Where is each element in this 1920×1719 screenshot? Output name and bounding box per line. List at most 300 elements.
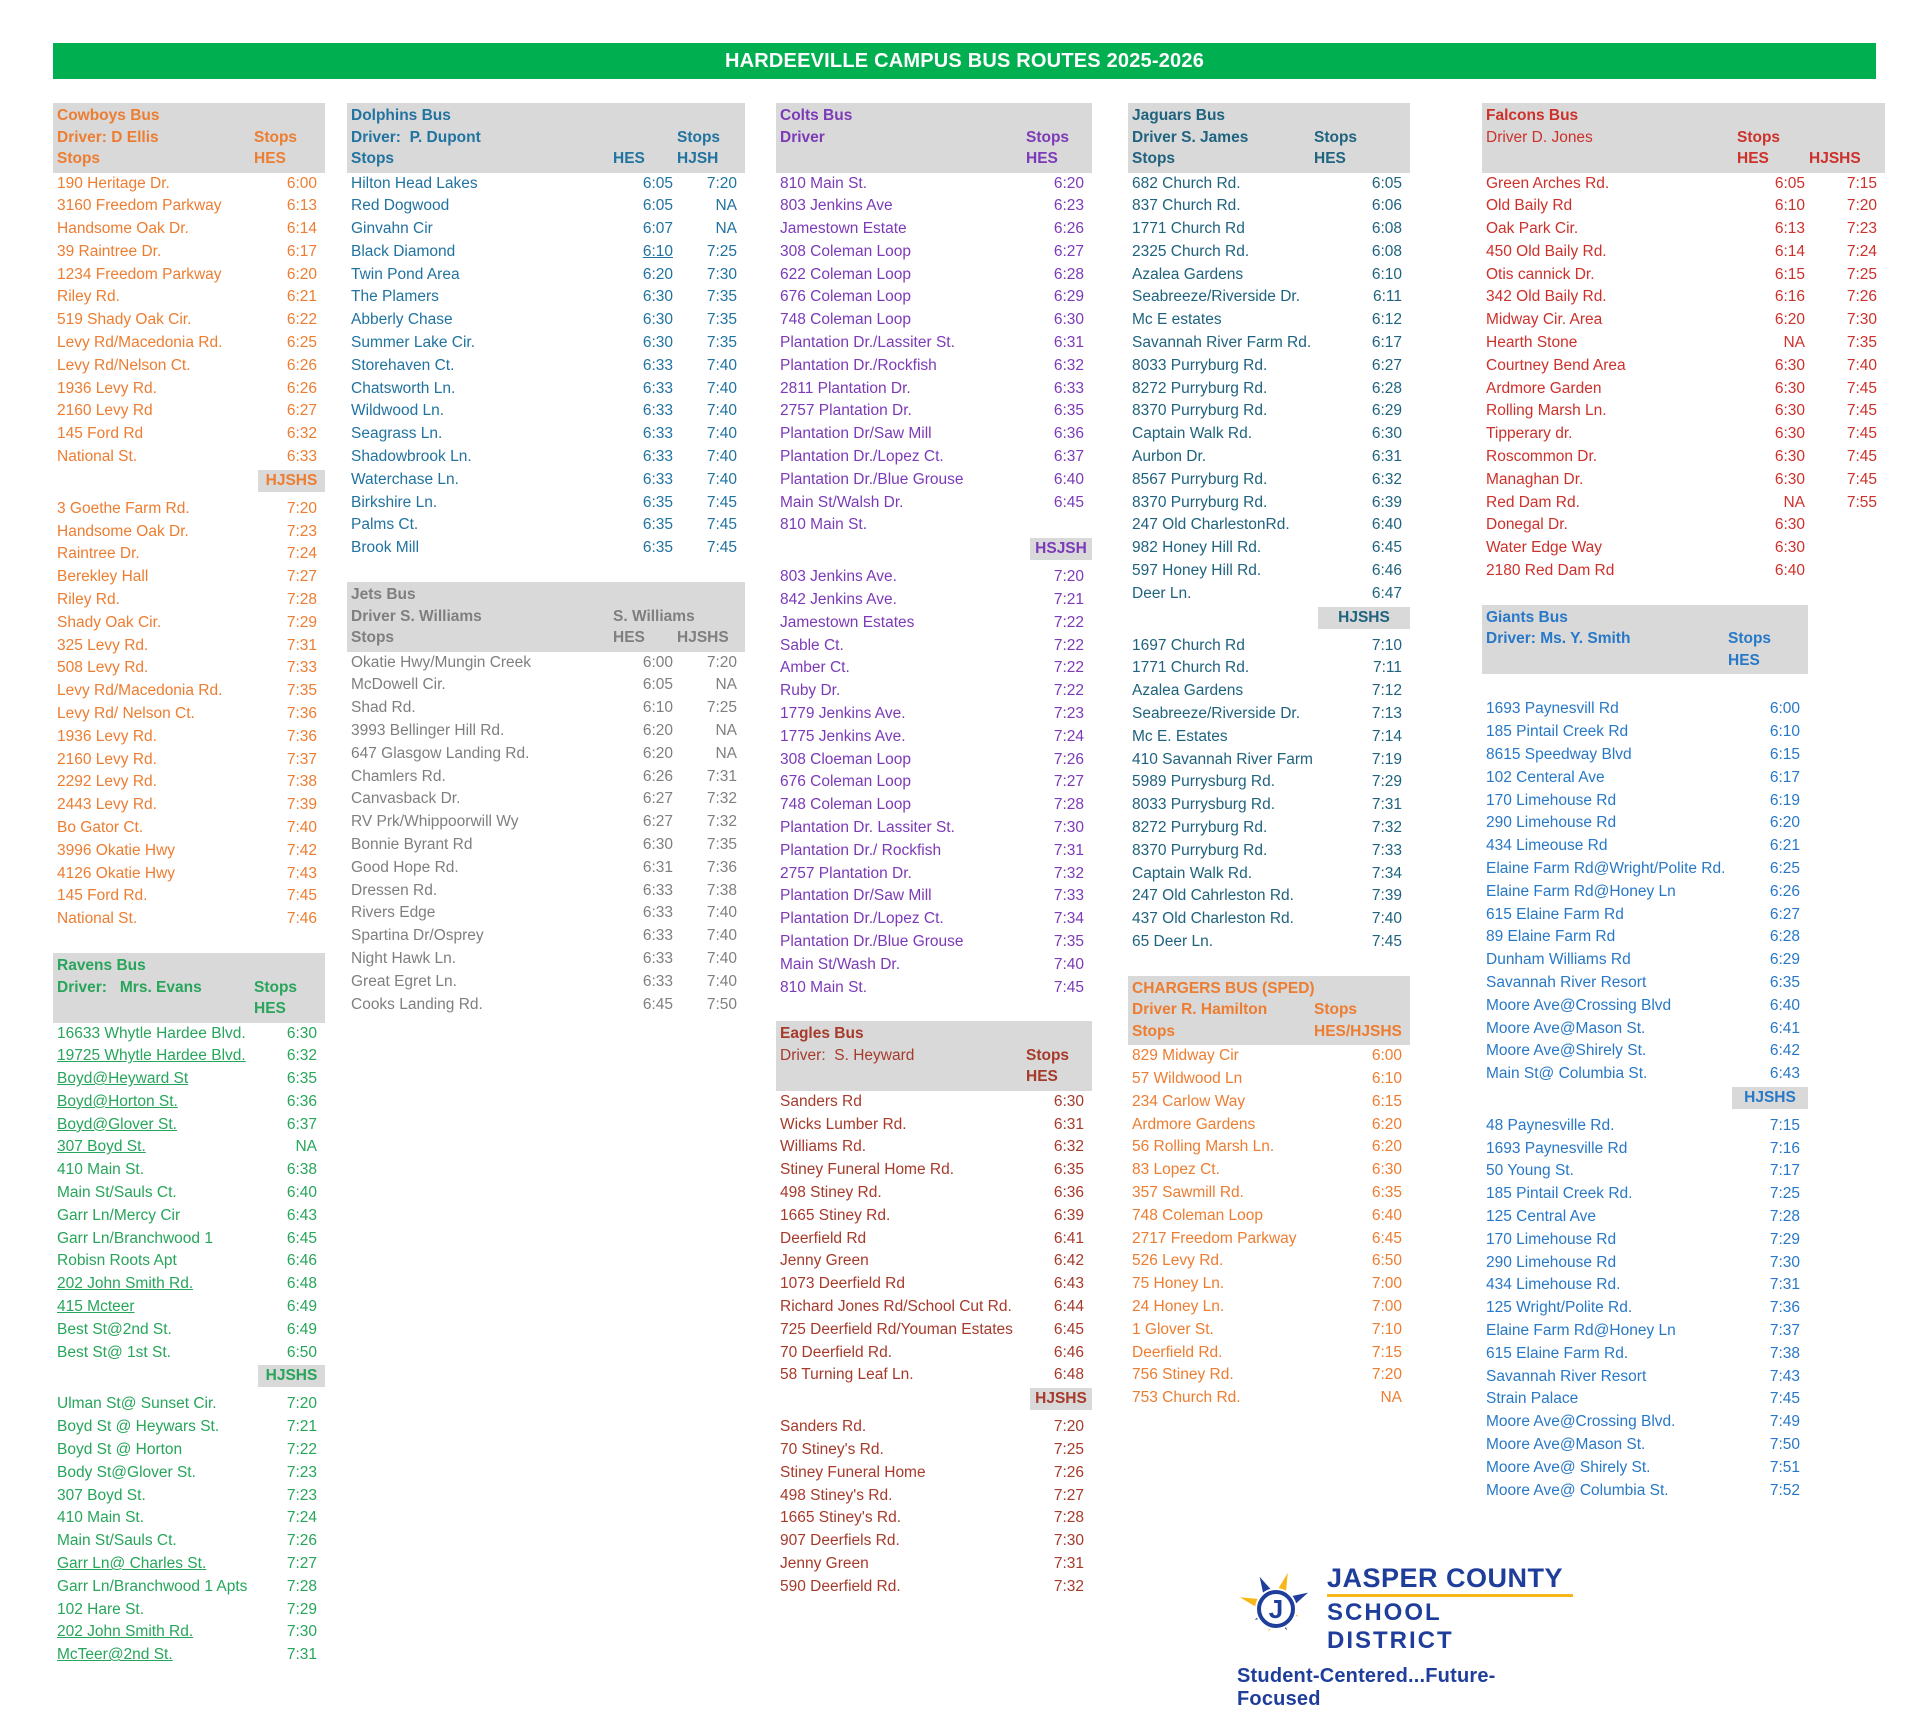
- stop-row: [53, 1136, 325, 1159]
- stop-row: [1128, 492, 1410, 515]
- stop-time: 7:40: [1371, 910, 1402, 928]
- stop-row: [776, 726, 1092, 749]
- stop-time: 7:35: [1846, 334, 1877, 352]
- stop-time: 6:25: [1769, 859, 1800, 877]
- stop-row: [1128, 1045, 1410, 1068]
- stop-row: [53, 612, 325, 635]
- stop-row: [1482, 1343, 1808, 1366]
- stop-row: [53, 241, 325, 264]
- stop-name: National St.: [57, 448, 138, 466]
- stop-name: 842 Jenkins Ave.: [780, 591, 897, 609]
- stop-name: 8370 Purryburg Rd.: [1132, 402, 1268, 420]
- stop-row: [1128, 771, 1410, 794]
- stop-row: [776, 612, 1092, 635]
- stop-row: [1482, 423, 1885, 446]
- stop-time: 6:43: [1769, 1065, 1800, 1083]
- stop-name: Rolling Marsh Ln.: [1486, 402, 1607, 420]
- page-title: HARDEEVILLE CAMPUS BUS ROUTES 2025-2026: [724, 49, 1205, 72]
- stop-time: 7:40: [706, 949, 737, 967]
- stop-name: 748 Coleman Loop: [780, 311, 911, 329]
- stop-time: 7:33: [286, 659, 317, 677]
- stop-time: 7:35: [706, 288, 737, 306]
- stop-row: [776, 1439, 1092, 1462]
- stop-row: [1128, 749, 1410, 772]
- stop-name: Ulman St@ Sunset Cir.: [57, 1395, 217, 1413]
- stop-time: 6:31: [1053, 1115, 1084, 1133]
- stop-name: Moore Ave@ Columbia St.: [1486, 1481, 1669, 1499]
- stop-row: [53, 1228, 325, 1251]
- stop-name: Courtney Bend Area: [1486, 356, 1626, 374]
- time-column-headers: [1314, 148, 1406, 170]
- stop-row: [53, 840, 325, 863]
- driver-label: Driver R. Hamilton: [1132, 1001, 1268, 1019]
- stop-time: 7:13: [1371, 705, 1402, 723]
- stop-row: [776, 840, 1092, 863]
- stop-row: [53, 1553, 325, 1576]
- stop-row: [776, 908, 1092, 931]
- stop-row: [776, 977, 1092, 1000]
- stop-time: 6:20: [1371, 1138, 1402, 1156]
- stop-row: [347, 766, 745, 789]
- stop-time: 6:33: [642, 425, 673, 443]
- stop-row: [347, 811, 745, 834]
- stop-time: 6:30: [1053, 311, 1084, 329]
- stop-name: 307 Boyd St.: [57, 1138, 146, 1156]
- stop-name: 145 Ford Rd: [57, 425, 144, 443]
- stop-row: [53, 1621, 325, 1644]
- stop-name: 290 Limehouse Rd: [1486, 814, 1617, 832]
- stop-row: [1128, 1114, 1410, 1137]
- stop-row: [1482, 744, 1808, 767]
- stop-time: 6:35: [1371, 1184, 1402, 1202]
- section-1: [347, 173, 745, 561]
- stop-row: [1128, 332, 1410, 355]
- stops-column-header: [1486, 148, 1737, 170]
- stop-row: [53, 863, 325, 886]
- stop-time: 7:23: [1846, 220, 1877, 238]
- stop-time: 6:30: [286, 1024, 317, 1042]
- stop-row: [776, 771, 1092, 794]
- stop-time: 6:33: [1053, 379, 1084, 397]
- stop-row: [53, 1159, 325, 1182]
- stop-name: Wildwood Ln.: [351, 402, 445, 420]
- stop-name: Savannah River Resort: [1486, 973, 1647, 991]
- stop-time: 7:27: [1053, 773, 1084, 791]
- stop-row: [347, 469, 745, 492]
- stop-name: Levy Rd/Nelson Ct.: [57, 356, 191, 374]
- stop-row: [776, 1250, 1092, 1273]
- stop-time: 6:00: [286, 174, 317, 192]
- stop-name: Best St@2nd St.: [57, 1320, 172, 1338]
- stop-time: 6:26: [642, 767, 673, 785]
- stop-time: 7:46: [286, 910, 317, 928]
- stop-time: 7:45: [706, 516, 737, 534]
- stop-time: 6:36: [1053, 1184, 1084, 1202]
- stop-time: 7:32: [1053, 1577, 1084, 1595]
- stop-time: 6:33: [642, 949, 673, 967]
- stop-row: [776, 589, 1092, 612]
- section-label-row: [1482, 1087, 1808, 1109]
- time-column-header: HES: [1737, 150, 1769, 167]
- stop-name: 519 Shady Oak Cir.: [57, 311, 192, 329]
- stop-name: Garr Ln/Branchwood 1: [57, 1229, 213, 1247]
- stop-time: 7:45: [1846, 402, 1877, 420]
- stop-name: Plantation Dr. Lassiter St.: [780, 819, 955, 837]
- stop-row: [347, 743, 745, 766]
- stop-row: [53, 543, 325, 566]
- stop-row: [1482, 1297, 1808, 1320]
- bus-header-falcons: [1482, 103, 1885, 173]
- header-mid-label: [1314, 127, 1406, 149]
- stop-time: 7:22: [1053, 682, 1084, 700]
- stop-time: 6:40: [1774, 562, 1805, 580]
- stop-row: [53, 749, 325, 772]
- stop-row: [1128, 309, 1410, 332]
- stop-name: Richard Jones Rd/School Cut Rd.: [780, 1298, 1012, 1316]
- driver-label: Driver: Mrs. Evans: [57, 978, 202, 996]
- stop-row: [776, 1273, 1092, 1296]
- stop-time: 6:12: [1371, 311, 1402, 329]
- stop-time: 6:27: [286, 402, 317, 420]
- stop-time: 6:42: [1053, 1252, 1084, 1270]
- stop-name: Ruby Dr.: [780, 682, 841, 700]
- stop-time: 7:40: [706, 379, 737, 397]
- stop-time: 6:30: [1774, 379, 1805, 397]
- section-1: [1128, 1045, 1410, 1410]
- stop-time: 7:00: [1371, 1298, 1402, 1316]
- stop-name: Waterchase Ln.: [351, 470, 459, 488]
- stop-time: 7:43: [1769, 1367, 1800, 1385]
- stop-row: [1482, 1457, 1808, 1480]
- bus-header-columns-row: [57, 148, 325, 170]
- stop-name: Moore Ave@Crossing Blvd: [1486, 996, 1672, 1014]
- stop-name: Night Hawk Ln.: [351, 949, 457, 967]
- stop-name: 125 Central Ave: [1486, 1208, 1597, 1226]
- driver-label: Driver: [780, 128, 825, 146]
- stop-row: [1128, 1250, 1410, 1273]
- stop-name: 410 Main St.: [57, 1509, 145, 1527]
- stop-time: 6:27: [1769, 905, 1800, 923]
- stop-row: [1482, 1320, 1808, 1343]
- stop-time: 7:55: [1846, 493, 1877, 511]
- stop-row: [1482, 1366, 1808, 1389]
- stop-name: 829 Midway Cir: [1132, 1047, 1239, 1065]
- stop-name: Berekley Hall: [57, 568, 149, 586]
- stop-row: [776, 1296, 1092, 1319]
- stop-row: [1128, 657, 1410, 680]
- time-column-header: HES/HJSHS: [1314, 1022, 1402, 1040]
- stop-row: [1482, 926, 1808, 949]
- header-mid-label: [613, 127, 741, 149]
- stop-row: [1482, 355, 1885, 378]
- stop-time: NA: [295, 1138, 317, 1156]
- stop-name: Elaine Farm Rd@Honey Ln: [1486, 1322, 1676, 1340]
- stop-time: 6:28: [1053, 265, 1084, 283]
- stop-time: 6:45: [1053, 1320, 1084, 1338]
- stop-time: 7:39: [286, 796, 317, 814]
- section-1: [53, 1023, 325, 1365]
- stop-time: 6:36: [286, 1092, 317, 1110]
- stop-time: 6:40: [1371, 1206, 1402, 1224]
- stop-time: 6:33: [642, 402, 673, 420]
- stop-name: Twin Pond Area: [351, 265, 460, 283]
- stop-name: Chamlers Rd.: [351, 767, 446, 785]
- stop-time: 7:31: [286, 1646, 317, 1664]
- stop-name: Sanders Rd.: [780, 1418, 867, 1436]
- stop-name: Spartina Dr/Osprey: [351, 927, 484, 945]
- stop-time: 6:10: [642, 242, 673, 260]
- stop-time: 7:25: [1846, 265, 1877, 283]
- stop-name: 357 Sawmill Rd.: [1132, 1184, 1244, 1202]
- stop-time: 6:39: [1371, 493, 1402, 511]
- stop-time: 7:32: [1371, 819, 1402, 837]
- stop-time: 7:32: [706, 813, 737, 831]
- stop-row: [53, 332, 325, 355]
- stop-name: Roscommon Dr.: [1486, 448, 1598, 466]
- stop-name: Levy Rd/Macedonia Rd.: [57, 682, 223, 700]
- bus-header-jaguars: [1128, 103, 1410, 173]
- stop-time: 6:30: [1371, 425, 1402, 443]
- stop-name: 307 Boyd St.: [57, 1486, 146, 1504]
- stop-name: Elaine Farm Rd@Honey Ln: [1486, 882, 1676, 900]
- stop-time: 7:25: [1053, 1441, 1084, 1459]
- stop-row: [1128, 400, 1410, 423]
- stop-row: [1128, 885, 1410, 908]
- stop-time: 6:42: [1769, 1042, 1800, 1060]
- stop-name: Seabreeze/Riverside Dr.: [1132, 705, 1300, 723]
- stop-name: Plantation Dr./ Rockfish: [780, 841, 942, 859]
- stop-time: 6:33: [642, 881, 673, 899]
- stop-row: [776, 863, 1092, 886]
- stop-row: [1128, 680, 1410, 703]
- stop-row: [1482, 835, 1808, 858]
- stop-row: [1482, 1411, 1808, 1434]
- stop-time: 6:00: [642, 653, 673, 671]
- stop-row: [776, 1462, 1092, 1485]
- stop-row: [776, 264, 1092, 287]
- stop-time: NA: [715, 721, 737, 739]
- stop-name: 982 Honey Hill Rd.: [1132, 539, 1262, 557]
- stop-time: 6:30: [642, 288, 673, 306]
- header-mid-label: [613, 606, 741, 628]
- stop-name: Plantation Dr./Blue Grouse: [780, 933, 964, 950]
- stop-row: [53, 1644, 325, 1667]
- stop-name: Good Hope Rd.: [351, 858, 459, 876]
- stop-name: 83 Lopez Ct.: [1132, 1161, 1220, 1179]
- stop-time: 7:30: [1846, 311, 1877, 329]
- stop-row: [776, 703, 1092, 726]
- stop-time: 7:35: [706, 311, 737, 329]
- stop-time: 6:15: [1371, 1092, 1402, 1110]
- stop-name: 756 Stiney Rd.: [1132, 1366, 1234, 1384]
- district-tagline: Student-Centered...Future-Focused: [1237, 1665, 1496, 1710]
- stop-row: [776, 1342, 1092, 1365]
- stop-time: 7:26: [1846, 288, 1877, 306]
- stop-row: [1482, 309, 1885, 332]
- stop-row: [1482, 1183, 1808, 1206]
- stop-name: 803 Jenkins Ave: [780, 197, 893, 215]
- stop-name: Garr Ln/Mercy Cir: [57, 1206, 181, 1224]
- stop-row: [1482, 469, 1885, 492]
- stop-name: Jenny Green: [780, 1555, 869, 1573]
- stop-name: Best St@ 1st St.: [57, 1343, 171, 1361]
- stop-time: 6:39: [1053, 1206, 1084, 1224]
- stop-time: 6:29: [1053, 288, 1084, 306]
- stop-time: 6:06: [1371, 197, 1402, 215]
- stop-time: 6:31: [1371, 448, 1402, 466]
- stop-time: 7:28: [1769, 1208, 1800, 1226]
- stop-time: 7:40: [706, 402, 737, 420]
- stop-name: Palms Ct.: [351, 516, 419, 534]
- bus-header-driver-row: [780, 127, 1092, 149]
- driver-label: Driver: P. Dupont: [351, 128, 481, 146]
- section-2: [776, 1416, 1092, 1598]
- stop-time: 6:15: [1774, 265, 1805, 283]
- driver-label: Driver S. James: [1132, 128, 1249, 146]
- column-2: [347, 103, 745, 1016]
- stop-name: 19725 Whytle Hardee Blvd.: [57, 1047, 246, 1065]
- stop-time: 7:31: [1053, 841, 1084, 859]
- stop-row: [1482, 1434, 1808, 1457]
- stop-name: Garr Ln/Branchwood 1 Apts: [57, 1577, 248, 1595]
- stop-row: [1482, 721, 1808, 744]
- stop-time: 6:30: [1774, 516, 1805, 534]
- bus-header-driver-row: [351, 606, 745, 628]
- stop-row: [1128, 1342, 1410, 1365]
- driver-label: Driver D. Jones: [1486, 128, 1593, 146]
- time-column-headers: [1737, 148, 1881, 170]
- stop-time: 6:20: [642, 265, 673, 283]
- stop-row: [776, 514, 1092, 537]
- stop-name: 450 Old Baily Rd.: [1486, 242, 1607, 260]
- stop-time: 6:45: [1371, 1229, 1402, 1247]
- bus-name: Eagles Bus: [780, 1025, 864, 1043]
- stop-row: [347, 948, 745, 971]
- stop-time: 7:36: [286, 727, 317, 745]
- stop-row: [1128, 446, 1410, 469]
- stop-name: Black Diamond: [351, 242, 456, 260]
- stop-time: 7:16: [1769, 1139, 1800, 1157]
- stop-row: [1128, 583, 1410, 606]
- stop-time: 6:05: [1371, 174, 1402, 192]
- section-label: HSJSH: [1030, 538, 1092, 560]
- bus-header-colts: [776, 103, 1092, 173]
- stop-name: Savannah River Resort: [1486, 1367, 1647, 1385]
- stop-name: 3160 Freedom Parkway: [57, 197, 222, 215]
- stop-row: [53, 1530, 325, 1553]
- stop-time: 7:23: [286, 1463, 317, 1481]
- stop-row: [1482, 1206, 1808, 1229]
- stop-time: 6:10: [1774, 197, 1805, 215]
- stop-time: 7:11: [1372, 659, 1402, 677]
- stop-time: 6:40: [286, 1184, 317, 1202]
- logo-divider: [1327, 1594, 1573, 1597]
- stop-time: 7:36: [286, 705, 317, 723]
- stop-name: Boyd St @ Heywars St.: [57, 1418, 220, 1436]
- stop-name: 8615 Speedway Blvd: [1486, 745, 1632, 763]
- stop-name: 810 Main St.: [780, 516, 868, 534]
- stop-row: [53, 446, 325, 469]
- stop-time: 7:40: [706, 927, 737, 945]
- stop-time: 7:17: [1769, 1162, 1800, 1180]
- stop-name: 1665 Stiney's Rd.: [780, 1509, 902, 1527]
- stop-name: 308 Cloeman Loop: [780, 750, 911, 768]
- stop-row: [776, 566, 1092, 589]
- stop-row: [347, 492, 745, 515]
- stop-name: Sable Ct.: [780, 636, 844, 654]
- stop-row: [1128, 423, 1410, 446]
- stop-time: 6:17: [1371, 334, 1402, 352]
- stop-name: 8370 Purryburg Rd.: [1132, 841, 1268, 859]
- section-1: [1482, 698, 1808, 1086]
- stop-time: 7:32: [706, 790, 737, 808]
- stop-time: 6:23: [1053, 197, 1084, 215]
- stop-name: 3996 Okatie Hwy: [57, 841, 176, 859]
- time-column-header: HES: [1026, 1068, 1058, 1086]
- stop-row: [347, 264, 745, 287]
- stop-row: [1482, 1229, 1808, 1252]
- stop-time: 7:20: [286, 1395, 317, 1413]
- stop-row: [347, 971, 745, 994]
- stop-name: Plantation Dr./Rockfish: [780, 356, 937, 374]
- stop-row: [347, 173, 745, 196]
- stop-row: [1128, 286, 1410, 309]
- driver-label: Driver S. Williams: [351, 607, 482, 625]
- stop-row: [347, 400, 745, 423]
- stop-row: [1128, 1228, 1410, 1251]
- stop-row: [776, 355, 1092, 378]
- stop-time: 7:21: [1053, 591, 1084, 609]
- bus-table-dolphins: [347, 103, 745, 560]
- stop-name: 48 Paynesville Rd.: [1486, 1116, 1615, 1134]
- stop-name: Deerfield Rd: [780, 1229, 867, 1247]
- stop-row: [53, 726, 325, 749]
- stop-name: 16633 Whytle Hardee Blvd.: [57, 1024, 246, 1042]
- bus-table-colts: [776, 103, 1092, 999]
- stop-name: 437 Old Charleston Rd.: [1132, 910, 1294, 928]
- stop-name: 907 Deerfiels Rd.: [780, 1532, 900, 1550]
- stop-name: 102 Centeral Ave: [1486, 768, 1605, 786]
- bus-header-columns-row: [1132, 1021, 1410, 1043]
- section-1: [776, 1091, 1092, 1387]
- stop-time: 6:27: [1371, 356, 1402, 374]
- stop-name: 24 Honey Ln.: [1132, 1298, 1225, 1316]
- driver-label: Driver: D Ellis: [57, 128, 159, 146]
- stop-row: [776, 1091, 1092, 1114]
- stop-name: Moore Ave@Crossing Blvd.: [1486, 1413, 1676, 1431]
- stop-row: [347, 902, 745, 925]
- stop-time: 7:45: [286, 887, 317, 905]
- stop-row: [1128, 264, 1410, 287]
- stops-column-header: Stops: [351, 629, 395, 647]
- column-3: [776, 103, 1092, 1599]
- stop-time: 7:28: [1053, 796, 1084, 814]
- stop-time: 6:11: [1372, 288, 1402, 306]
- stop-row: [1128, 1364, 1410, 1387]
- stop-time: 7:26: [286, 1532, 317, 1550]
- stop-row: [53, 1068, 325, 1091]
- stop-name: Bonnie Byrant Rd: [351, 835, 473, 853]
- stop-time: 6:33: [642, 379, 673, 397]
- stop-row: [347, 720, 745, 743]
- stop-row: [1482, 400, 1885, 423]
- stop-time: 7:29: [286, 1600, 317, 1618]
- stop-row: [776, 1530, 1092, 1553]
- stop-time: 6:30: [1774, 425, 1805, 443]
- stop-name: 434 Limeouse Rd: [1486, 837, 1608, 855]
- stop-time: 7:26: [1053, 1463, 1084, 1481]
- stop-name: Oak Park Cir.: [1486, 220, 1579, 238]
